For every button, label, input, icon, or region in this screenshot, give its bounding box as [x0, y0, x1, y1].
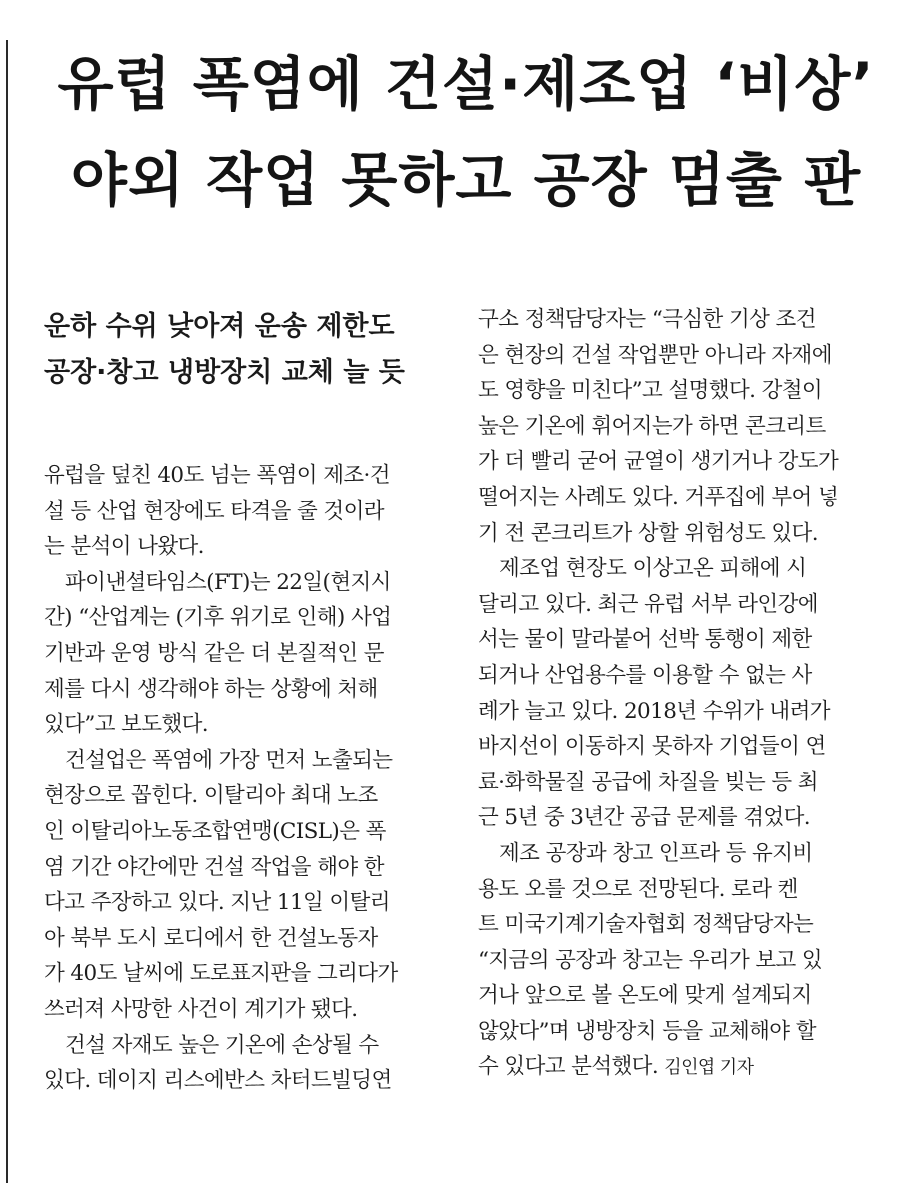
body-line: 건설업은 폭염에 가장 먼저 노출되는 — [65, 747, 393, 773]
body-line: 인 이탈리아노동조합연맹(CISL)은 폭 — [44, 818, 386, 844]
body-line: 기 전 콘크리트가 상할 위험성도 있다. — [478, 520, 818, 546]
body-line: 수 있다고 분석했다. — [478, 1054, 659, 1080]
body-line: 은 현장의 건설 작업뿐만 아니라 자재에 — [478, 342, 832, 368]
body-last-line-row — [478, 1049, 872, 1085]
body-line: 달리고 있다. 최근 유럽 서부 라인강에 — [478, 591, 818, 617]
body-line: 기반과 운영 방식 같은 더 본질적인 문 — [44, 640, 384, 666]
subheadline-line-2: 공장·창고 냉방장치 교체 늘 듯 — [44, 357, 405, 388]
body-line: 바지선이 이동하지 못하자 기업들이 연 — [478, 734, 826, 760]
body-line: 제조업 현장도 이상고온 피해에 시 — [499, 556, 807, 582]
body-line: 는 분석이 나왔다. — [44, 534, 204, 560]
body-line: 가 40도 날씨에 도로표지판을 그리다가 — [44, 961, 398, 987]
body-column-left — [44, 458, 440, 1099]
body-line: 현장으로 꼽힌다. 이탈리아 최대 노조 — [44, 783, 378, 809]
body-line: 료·화학물질 공급에 차질을 빚는 등 최 — [478, 769, 818, 795]
body-line: 되거나 산업용수를 이용할 수 없는 사 — [478, 662, 812, 688]
body-line: 구소 정책담당자는 “극심한 기상 조건 — [478, 307, 816, 332]
body-line: 유럽을 덮친 40도 넘는 폭염이 제조·건 — [44, 463, 390, 488]
body-line: 근 5년 중 3년간 공급 문제를 겪었다. — [478, 805, 810, 831]
body-line: 있다. 데이지 리스에반스 차터드빌딩연 — [44, 1068, 392, 1094]
body-line: 높은 기온에 휘어지는가 하면 콘크리트 — [478, 413, 826, 439]
body-line: “지금의 공장과 창고는 우리가 보고 있 — [478, 947, 823, 973]
body-line: 제조 공장과 창고 인프라 등 유지비 — [499, 840, 813, 866]
body-line: 있다”고 보도했다. — [44, 712, 209, 738]
body-line: 염 기간 야간에만 건설 작업을 해야 한 — [44, 854, 384, 880]
body-line: 용도 오를 것으로 전망된다. 로라 켄 — [478, 876, 798, 902]
headline — [20, 36, 912, 228]
subheadline-line-1: 운하 수위 낮아져 운송 제한도 — [44, 311, 395, 342]
body-line: 다고 주장하고 있다. 지난 11일 이탈리 — [44, 890, 390, 916]
body-line: 제를 다시 생각해야 하는 상황에 처해 — [44, 676, 378, 702]
body-line: 거나 앞으로 볼 온도에 맞게 설계되지 — [478, 983, 812, 1009]
body-line: 례가 늘고 있다. 2018년 수위가 내려가 — [478, 698, 830, 724]
byline: 김인엽 기자 — [664, 1057, 754, 1079]
body-line: 서는 물이 말라붙어 선박 통행이 제한 — [478, 627, 812, 653]
body-line: 아 북부 도시 로디에서 한 건설노동자 — [44, 925, 378, 951]
body-line: 파이낸셜타임스(FT)는 22일(현지시 — [65, 569, 391, 595]
body-column-right — [478, 302, 872, 1085]
body-line: 건설 자재도 높은 기온에 손상될 수 — [65, 1032, 379, 1058]
subheadline — [44, 304, 444, 396]
body-line: 쓰러져 사망한 사건이 계기가 됐다. — [44, 996, 358, 1022]
body-line: 트 미국기계기술자협회 정책담당자는 — [478, 912, 814, 938]
body-line: 간) “산업계는 (기후 위기로 인해) 사업 — [44, 605, 392, 631]
headline-line-1: 유럽 폭염에 건설·제조업 ‘비상’ — [57, 50, 875, 118]
left-column-rule — [6, 40, 8, 1183]
headline-line-2: 야외 작업 못하고 공장 멈출 판 — [70, 146, 862, 214]
body-line: 떨어지는 사례도 있다. 거푸집에 부어 넣 — [478, 484, 839, 510]
body-line: 않았다”며 냉방장치 등을 교체해야 할 — [478, 1018, 816, 1044]
body-line: 설 등 산업 현장에도 타격을 줄 것이라 — [44, 498, 384, 524]
body-line: 도 영향을 미친다”고 설명했다. 강철이 — [478, 378, 823, 404]
body-line: 가 더 빨리 굳어 균열이 생기거나 강도가 — [478, 449, 839, 475]
